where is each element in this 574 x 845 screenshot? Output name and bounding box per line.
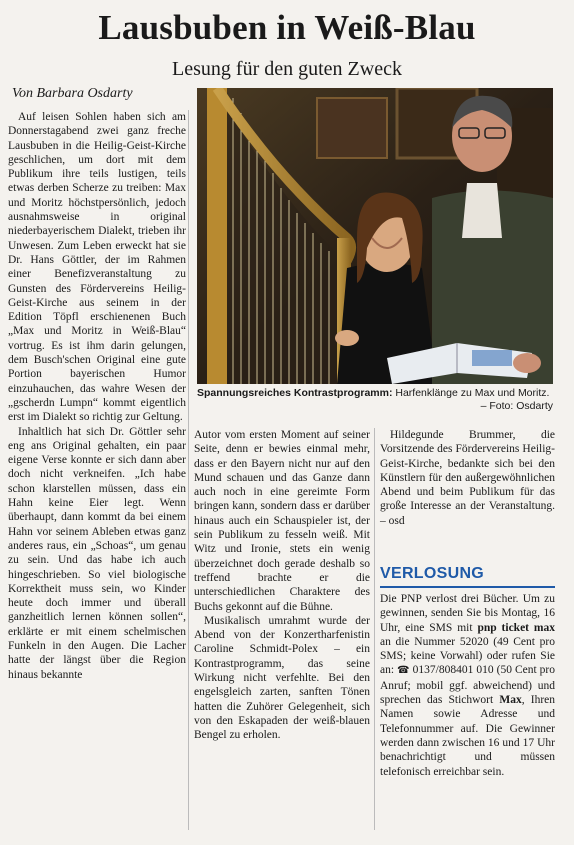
keyword: Max — [499, 694, 522, 707]
verlosung-text-part: (50 Cent pro Anruf; mobil ggf. abweichend) und sprechen das Stichwort — [380, 664, 555, 707]
phone-number: 0137/808401 010 — [409, 664, 494, 677]
byline: Von Barbara Osdarty — [12, 86, 133, 101]
headline: Lausbuben in Weiß-Blau — [98, 8, 476, 47]
paragraph: Musikalisch umrahmt wurde der Abend von der Konzertharfenistin Caroline Schmidt-Polex – ein Kontrastprogramm, das seine Wirkung nicht verfehlte. Bei den engelsgleich zarten, sanften Tönen hatten die Zuhörer Gelegenheit, sich von den Eskapaden der weiß-blauen Bengel zu erholen. — [194, 614, 370, 742]
paragraph: Inhaltlich hat sich Dr. Göttler sehr eng ans Original gehalten, ein paar eigene Verse konnte er sich dann aber doch nicht verkneifen. „Ich habe schon klarstellen müssen, dass ein Hahn keine Eier legt. Wenn überhaupt, dann kommt da bei einem Hahn vor seinem Ableben etwas ganz anderes raus, ein „Schoas“, um genau zu sein. Und das habe ich auch hingeschrieben. So viel biologische Korrektheit muss sein, wo Kinder heute doch immer und überall ganzheitlich lernen können sollen“, erklärte er mit einem schelmischen Funkeln in den Augen. Die Lacher hatte der längst über die Region hinaus bekannte — [8, 425, 186, 681]
article-column-1 — [8, 110, 186, 682]
verlosung-text-part: Die PNP verlost drei Bücher. Um zu gewinnen, senden Sie bis Montag, 16 Uhr, eine SMS mit — [380, 593, 555, 634]
paragraph: Autor vom ersten Moment auf seiner Seite, denn er bewies einmal mehr, dass er den Bayern nicht nur auf den Mund schauen und das Ganze dann auch noch in eine gereimte Form bringen kann, sondern dass er darüber hinaus auch ein Schauspieler ist, der sein Publikum zu fesseln weiß. Mit Witz und Ironie, stets ein wenig überzeichnet doch gerade deshalb so treffend brachte er die unterschiedlichen Charaktere des Buchs gekonnt auf die Bühne. — [194, 429, 370, 613]
column-divider — [188, 110, 189, 830]
verlosung-heading: VERLOSUNG — [380, 562, 555, 588]
verlosung-text-part: an die Nummer 52020 (49 Cent pro SMS; keine Vorwahl) oder rufen Sie an: — [380, 635, 555, 677]
article-column-3 — [380, 428, 555, 528]
subheadline: Lesung für den guten Zweck — [172, 58, 402, 80]
verlosung-text — [380, 592, 555, 779]
paragraph: Auf leisen Sohlen haben sich am Donnerstagabend zwei ganz freche Lausbuben in die Heilig-Geist-Kirche geschlichen, um dort mit dem Publikum ihre teils lustigen, teils etwas derben Scherze zu treiben: Max und Moritz höchstpersönlich, jedoch ausnahmsweise in original niederbayerischem Dialekt, trieben ihr Unwesen. Zum Leben erweckt hat sie Dr. Hans Göttler, der im Rahmen einer Benefizveranstaltung zu Gunsten des Fördervereins Heilig-Geist-Kirche aus seinem in der Edition Töpfl erschienenen Buch „Max und Moritz in Weiß-Blau“ vortrug. Es ist ihm darin gelungen, dem Busch'schen Original eine gute Portion bayerischen Humor einzuhauchen, das wahre Wesen der „gscherdn Lumpn“ kommt eigentlich erst im Dialekt so richtig zur Geltung. — [8, 111, 186, 424]
photo-caption — [197, 387, 553, 413]
caption-title: Spannungsreiches Kontrastprogramm: — [197, 387, 393, 399]
column-divider — [374, 428, 375, 830]
verlosung-text-part: , Ihren Namen sowie Adresse und Telefonnummer auf. Die Gewinner werden dann zwischen 16 und 17 Uhr benachrichtigt und müssen telefonisch erreichbar sein. — [380, 694, 556, 778]
photo-credit: – Foto: Osdarty — [480, 400, 553, 412]
article-column-2 — [194, 428, 370, 743]
sms-code: pnp ticket max — [477, 621, 555, 634]
phone-icon: ☎ — [397, 665, 410, 677]
harpist-and-author-photo — [197, 88, 553, 384]
verlosung-box — [380, 592, 555, 779]
paragraph: Hildegunde Brummer, die Vorsitzende des Fördervereins Heilig-Geist-Kirche, bedankte sich bei den Künstlern für den außergewöhnlichen Abend und beim Publikum für das große Interesse an der Veranstaltung. – osd — [380, 429, 555, 527]
caption-text: Harfenklänge zu Max und Moritz. — [392, 387, 550, 399]
article-photo — [197, 88, 553, 384]
